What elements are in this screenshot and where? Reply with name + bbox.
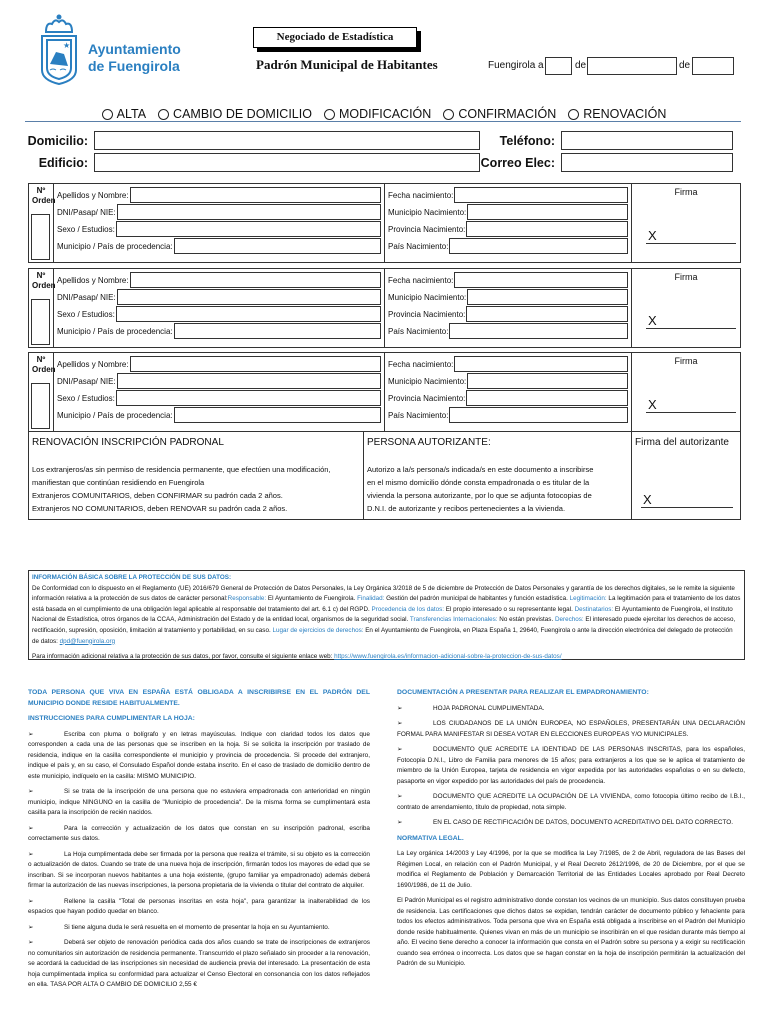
obligation-heading: TODA PERSONA QUE VIVA EN ESPAÑA ESTÁ OBLIGADA A INSCRIBIRSE EN EL PADRÓN DEL MUNICIPIO DONDE RESIDE HABITUALMENTE. <box>28 689 370 707</box>
field-label: País Nacimiento: <box>388 241 449 251</box>
firma-label: Firma <box>674 356 698 366</box>
autorizante-line: en el mismo domicilio dónde consta empadronada o es titular de la <box>367 478 590 487</box>
person-input[interactable] <box>117 289 381 305</box>
arrow-bullet-icon: ➢ <box>397 793 403 800</box>
protection-title: INFORMACIÓN BÁSICA SOBRE LA PROTECCIÓN DE SUS DATOS: <box>32 574 232 581</box>
option-label: RENOVACIÓN <box>583 107 667 121</box>
renovacion-text <box>32 463 331 515</box>
normativa-paragraph: El Padrón Municipal es el registro administrativo donde constan los vecinos de un municipio. Sus datos constituyen prueba de residencia. Las certificaciones que dichos datos se expidan, tendrán carácter de documento público y fehaciente para todos los efectos administrativos. Toda persona que viva en España está obligada a inscribirse en el Padrón del Municipio donde reside habitualmente. Quienes vivan en más de un municipio se inscribirán en el que residan durante más tiempo al año. El vecino tiene derecho a conocer la información que consta en el Padrón sobre su persona y a exigir su rectificación cuando sea errónea o incorrecta. Los datos que se hagan constar en la hoja de inscripción permitirán la actualización del Padrón de su Municipio. <box>397 897 745 967</box>
orden-label: Nº Orden <box>32 355 56 374</box>
renovacion-line: Los extranjeros/as sin permiso de residencia permanente, que efectúen una modificación, <box>32 465 331 474</box>
arrow-bullet-icon: ➢ <box>28 939 34 946</box>
person-field-row <box>388 221 628 237</box>
instructions-heading: INSTRUCCIONES PARA CUMPLIMENTAR LA HOJA: <box>28 715 195 722</box>
option-alta[interactable] <box>102 107 146 121</box>
orden-field[interactable] <box>31 299 50 345</box>
option-cambio-de-domicilio[interactable] <box>158 107 312 121</box>
person-field-row <box>57 187 381 203</box>
radio-circle-icon[interactable] <box>324 109 335 120</box>
option-label: ALTA <box>116 107 147 121</box>
field-label: DNI/Pasap/ NIE: <box>57 207 116 217</box>
autorizante-line: vivienda la persona autorizante, por lo que se adjunta fotocopias de <box>367 491 592 500</box>
person-field-row <box>57 306 381 322</box>
date-day-field[interactable] <box>545 57 572 75</box>
person-field-row <box>388 289 628 305</box>
domicilio-label: Domicilio: <box>27 134 88 148</box>
instruction-item <box>28 923 370 934</box>
firma-label: Firma <box>674 272 698 282</box>
item-text: Para la corrección y actualización de los datos que constan en su inscripción padronal, escriba correctamente sus datos. <box>28 824 370 842</box>
field-label: Provincia Nacimiento: <box>388 224 466 234</box>
correo-field[interactable] <box>561 153 733 172</box>
field-label: Municipio / País de procedencia: <box>57 241 173 251</box>
person-input[interactable] <box>117 204 381 220</box>
person-input[interactable] <box>467 373 628 389</box>
instruction-item <box>28 850 370 892</box>
renovacion-autorizante-box <box>28 431 741 520</box>
person-input[interactable] <box>467 289 628 305</box>
protection-more-info: Para información adicional relativa a la protección de sus datos, por favor, consulte el siguiente enlace web: https://www.fuengirola.es/informacion-adicional-sobre-la-proteccion-de-sus-datos/ <box>32 653 562 661</box>
person-input[interactable] <box>454 272 628 288</box>
field-label: Municipio Nacimiento: <box>388 292 467 302</box>
option-renovación[interactable] <box>568 107 666 121</box>
domicilio-field[interactable] <box>94 131 480 150</box>
orden-field[interactable] <box>31 214 50 260</box>
arrow-bullet-icon: ➢ <box>28 730 34 738</box>
person-block <box>28 183 741 263</box>
orden-label: Nº Orden <box>32 271 56 290</box>
person-field-row <box>388 204 628 220</box>
protection-web-link[interactable]: https://www.fuengirola.es/informacion-adicional-sobre-la-proteccion-de-sus-datos/ <box>334 653 562 661</box>
option-label: CAMBIO DE DOMICILIO <box>173 107 312 121</box>
arrow-bullet-icon: ➢ <box>28 923 34 931</box>
field-label: Municipio Nacimiento: <box>388 207 467 217</box>
radio-circle-icon[interactable] <box>158 109 169 120</box>
autorizante-line: D.N.I. de autorizante y recibos pertenecientes a la vivienda. <box>367 504 566 513</box>
form-title: Padrón Municipal de Habitantes <box>256 57 438 72</box>
person-input[interactable] <box>117 373 381 389</box>
field-label: Sexo / Estudios: <box>57 224 115 234</box>
field-label: DNI/Pasap/ NIE: <box>57 376 116 386</box>
person-block <box>28 352 741 432</box>
field-label: Municipio / País de procedencia: <box>57 410 173 420</box>
radio-circle-icon[interactable] <box>443 109 454 120</box>
orden-field[interactable] <box>31 383 50 429</box>
instruction-item <box>28 938 370 991</box>
renovacion-line: manifiestan que continúan residiendo en Fuengirola <box>32 478 205 487</box>
negociado-box: Negociado de Estadística <box>253 27 417 48</box>
person-field-row <box>388 238 628 254</box>
telefono-field[interactable] <box>561 131 733 150</box>
instruction-item <box>397 719 745 740</box>
firma-label: Firma <box>674 187 698 197</box>
instruction-item <box>28 897 370 918</box>
item-text: Escriba con pluma o bolígrafo y en letras mayúsculas. Indique con claridad todos los datos que corresponden a cada una de las personas que se inscriben en la hoja. Si se solicita la inscripción por traslado de residencia, indique en la casilla correspondiente el municipio y provincia de procedencia. Si procede del extranjero, indique el país y, en su caso, el Consulado Español donde estaba inscrito. En el caso de traslado de domicilio dentro de este municipio, indíquelo en la casilla: MISMO MUNICIPIO. <box>28 730 370 780</box>
person-field-row <box>388 373 628 389</box>
person-field-row <box>57 289 381 305</box>
person-field-row <box>57 407 381 423</box>
arrow-bullet-icon: ➢ <box>397 720 403 727</box>
person-input[interactable] <box>449 238 628 254</box>
item-text: HOJA PADRONAL CUMPLIMENTADA. <box>433 704 545 712</box>
field-label: DNI/Pasap/ NIE: <box>57 292 116 302</box>
autorizante-line: Autorizo a la/s persona/s indicada/s en este documento a inscribirse <box>367 465 594 474</box>
person-field-row <box>57 323 381 339</box>
instruction-item <box>28 730 370 783</box>
telefono-label: Teléfono: <box>499 134 555 148</box>
instruction-item <box>397 818 745 829</box>
person-input[interactable] <box>467 204 628 220</box>
instruction-item <box>397 792 745 813</box>
field-label: Fecha nacimiento: <box>388 190 454 200</box>
arrow-bullet-icon: ➢ <box>397 819 403 826</box>
person-field-row <box>57 238 381 254</box>
radio-circle-icon[interactable] <box>568 109 579 120</box>
renovacion-line: Extranjeros NO COMUNITARIOS, deben RENOVAR su padrón cada 2 años. <box>32 504 288 513</box>
item-text: DOCUMENTO QUE ACREDITE LA IDENTIDAD DE LAS PERSONAS INSCRITAS, para los españoles, Fotocopia D.N.I., Libro de Familia para menores de 15 años; para extranjeros a los que se le aplica el tratamiento de miembro de la Unión Europea, tarjeta de residencia en vigor expedida por las autoridades españolas o en su defecto, pasaporte en vigor expedido por las autoridades del país de procedencia. <box>397 746 745 785</box>
person-input[interactable] <box>130 272 381 288</box>
field-label: Provincia Nacimiento: <box>388 393 466 403</box>
person-input[interactable] <box>174 407 381 423</box>
option-label: CONFIRMACIÓN <box>458 107 557 121</box>
person-input[interactable] <box>116 221 381 237</box>
person-field-row <box>57 204 381 220</box>
field-label: Fecha nacimiento: <box>388 275 454 285</box>
edificio-field[interactable] <box>94 153 480 172</box>
date-de-label: de <box>679 60 691 71</box>
arrow-bullet-icon: ➢ <box>397 746 403 753</box>
signature-line[interactable]: X <box>646 397 736 413</box>
field-label: Sexo / Estudios: <box>57 393 115 403</box>
field-label: Apellidos y Nombre: <box>57 275 129 285</box>
date-month-field[interactable] <box>587 57 677 75</box>
data-protection-box <box>28 570 745 660</box>
person-input[interactable] <box>174 323 381 339</box>
divider <box>25 121 741 122</box>
person-field-row <box>57 221 381 237</box>
field-label: Apellidos y Nombre: <box>57 190 129 200</box>
person-input[interactable] <box>466 390 628 406</box>
instruction-item <box>397 745 745 787</box>
field-label: Apellidos y Nombre: <box>57 359 129 369</box>
person-input[interactable] <box>466 306 628 322</box>
protection-text: De Conformidad con lo dispuesto en el Reglamento (UE) 2016/679 General de Protección de Datos Personales, la Ley Orgánica 3/2018 de 5 de diciembre de Protección de Datos Personales y garantía de los derechos digitales, se le remite la siguiente información relativa a la protección de sus datos de carácter personal:Responsable: El Ayuntamiento de Fuengirola. Finalidad: Gestión del padrón municipal de habitantes y función estadística. Legitimación: La legitimación para el tratamiento de los datos está basada en el cumplimiento de una obligación legal aplicable al responsable del tratamiento del art. 6.1 c) del RGPD. Procedencia de los datos: El propio interesado o su representante legal. Destinatarios: El Ayuntamiento de Fuengirola, el Instituto Nacional de Estadística, otros órganos de la CCAA, Administración del Estado y de la entidad local, organismos de la seguridad social. Transferencias Internacionales: No están previstas. Derechos: El interesado puede ejercitar los derechos de acceso, rectificación, supresión, oposición, limitación al tratamiento y portabilidad, en su caso. Lugar de ejercicios de derechos: En el Ayuntamiento de Fuengirola, en Plaza España 1, 29640, Fuengirola o ante la dirección electrónica del delegado de protección de datos: dpd@fuengirola.org <box>32 584 741 645</box>
edificio-label: Edificio: <box>38 156 88 170</box>
person-field-row <box>388 187 628 203</box>
option-confirmación[interactable] <box>443 107 556 121</box>
person-field-row <box>388 306 628 322</box>
field-label: Provincia Nacimiento: <box>388 309 466 319</box>
person-field-row <box>388 272 628 288</box>
autorizante-title: PERSONA AUTORIZANTE: <box>367 437 491 448</box>
arrow-bullet-icon: ➢ <box>28 824 34 832</box>
procedure-options <box>0 107 768 121</box>
renovacion-line: Extranjeros COMUNITARIOS, deben CONFIRMAR su padrón cada 2 años. <box>32 491 283 500</box>
normativa-paragraph: La Ley orgánica 14/2003 y Ley 4/1996, por la que se modifica la Ley 7/1985, de 2 de Abril, reguladora de las Bases del Régimen Local, en relación con el Padrón Municipal, y el Real Decreto 2612/1996, de 20 de Diciembre, por el que se modifica el Reglamento de Población y Demarcación Territorial de las Entidades Locales aprobado por Real Decreto 1690/1986, de 11 de Julio. <box>397 850 745 889</box>
logo-text: Ayuntamiento de Fuengirola <box>88 41 181 74</box>
svg-text:★: ★ <box>63 41 71 50</box>
renovacion-title: RENOVACIÓN INSCRIPCIÓN PADRONAL <box>32 437 224 448</box>
instructions-column <box>28 688 370 996</box>
item-text: LOS CIUDADANOS DE LA UNIÓN EUROPEA, NO ESPAÑOLES, PRESENTARÁN UNA DECLARACIÓN FORMAL PARA MANIFESTAR SI DESEA VOTAR EN ELECCIONES EUROPEAS Y/O MUNICIPALES. <box>397 720 745 738</box>
person-input[interactable] <box>116 306 381 322</box>
autorizante-text <box>367 463 593 515</box>
field-label: País Nacimiento: <box>388 410 449 420</box>
person-input[interactable] <box>174 238 381 254</box>
person-input[interactable] <box>449 323 628 339</box>
item-text: La Hoja cumplimentada debe ser firmada por la persona que realiza el trámite, si su objeto es la corrección o actualización de datos. Cuando se trate de una nueva hoja de inscripción, firmarán todos los mayores de edad que se inscriban. Si se incorporan nuevos habitantes a una hoja existente, (grupo familiar ya empadronado) además deberá firmar la autorización de las nuevas inscripciones, la persona propietaria de la vivienda o titular del contrato de alquiler. <box>28 850 370 889</box>
instruction-item <box>28 824 370 845</box>
item-text: Si se trata de la inscripción de una persona que no estuviera empadronada con anterioridad en ningún municipio, indique NINGUNO en la casilla de "Municipio de procedencia". De la misma forma se cumplimentará esta casilla para la inscripción de recién nacidos. <box>28 788 370 816</box>
person-input[interactable] <box>466 221 628 237</box>
person-field-row <box>57 373 381 389</box>
person-block <box>28 268 741 348</box>
field-label: Fecha nacimiento: <box>388 359 454 369</box>
field-label: Sexo / Estudios: <box>57 309 115 319</box>
option-modificación[interactable] <box>324 107 431 121</box>
arrow-bullet-icon: ➢ <box>397 704 403 712</box>
orden-label: Nº Orden <box>32 186 56 205</box>
autorizante-signature-line[interactable]: X <box>641 492 733 508</box>
date-de-label: de <box>575 60 587 71</box>
field-label: Municipio Nacimiento: <box>388 376 467 386</box>
field-label: Municipio / País de procedencia: <box>57 326 173 336</box>
item-text: Rellene la casilla "Total de personas inscritas en esta hoja", para garantizar la inalterabilidad de los espacios que hayan podido quedar en blanco. <box>28 897 370 915</box>
dpd-email-link[interactable]: dpd@fuengirola.org <box>59 637 116 645</box>
instruction-item <box>397 704 745 715</box>
signature-line[interactable]: X <box>646 228 736 244</box>
documentation-column <box>397 688 745 975</box>
person-field-row <box>388 323 628 339</box>
documentation-heading: DOCUMENTACIÓN A PRESENTAR PARA REALIZAR EL EMPADRONAMIENTO: <box>397 689 649 696</box>
normativa-heading: NORMATIVA LEGAL. <box>397 834 464 842</box>
arrow-bullet-icon: ➢ <box>28 897 34 905</box>
person-input[interactable] <box>454 187 628 203</box>
person-input[interactable] <box>449 407 628 423</box>
arrow-bullet-icon: ➢ <box>28 788 34 795</box>
person-field-row <box>388 407 628 423</box>
person-field-row <box>57 356 381 372</box>
correo-label: Correo Elec: <box>480 156 555 170</box>
item-text: Deberá ser objeto de renovación periódica cada dos años cuando se trate de inscripciones de extranjeros no comunitarios sin autorización de residencia permanente. Transcurrido el plazo señalado sin proceder a la renovación, se acordará la caducidad de las inscripciones sin necesidad de audiencia previa del interesado. La presentación de esta hoja cumplimentada implica su conformidad para actualizar el Censo Electoral en consonancia con los datos reflejados en ella. TASA POR ALTA O CAMBIO DE DOMICILIO 2,55 € <box>28 939 370 988</box>
autorizante-firma-label: Firma del autorizante <box>635 437 729 448</box>
person-input[interactable] <box>130 356 381 372</box>
item-text: DOCUMENTO QUE ACREDITE LA OCUPACIÓN DE LA VIVIENDA, como fotocopia último recibo de I.B.I., contrato de arrendamiento, título de propiedad, nota simple. <box>397 793 745 811</box>
instruction-item <box>28 787 370 819</box>
date-year-field[interactable] <box>692 57 734 75</box>
signature-line[interactable]: X <box>646 313 736 329</box>
person-field-row <box>57 390 381 406</box>
item-text: Si tiene alguna duda le será resuelta en el momento de presentar la hoja en su Ayuntamiento. <box>64 923 330 931</box>
person-input[interactable] <box>130 187 381 203</box>
arrow-bullet-icon: ➢ <box>28 850 34 858</box>
person-field-row <box>57 272 381 288</box>
field-label: País Nacimiento: <box>388 326 449 336</box>
person-input[interactable] <box>454 356 628 372</box>
option-label: MODIFICACIÓN <box>338 107 432 121</box>
date-prefix: Fuengirola a <box>488 60 544 71</box>
radio-circle-icon[interactable] <box>102 109 113 120</box>
person-input[interactable] <box>116 390 381 406</box>
person-field-row <box>388 356 628 372</box>
item-text: EN EL CASO DE RECTIFICACIÓN DE DATOS, DOCUMENTO ACREDITATIVO DEL DATO CORRECTO. <box>433 819 734 826</box>
person-field-row <box>388 390 628 406</box>
coat-of-arms-logo <box>38 14 80 86</box>
